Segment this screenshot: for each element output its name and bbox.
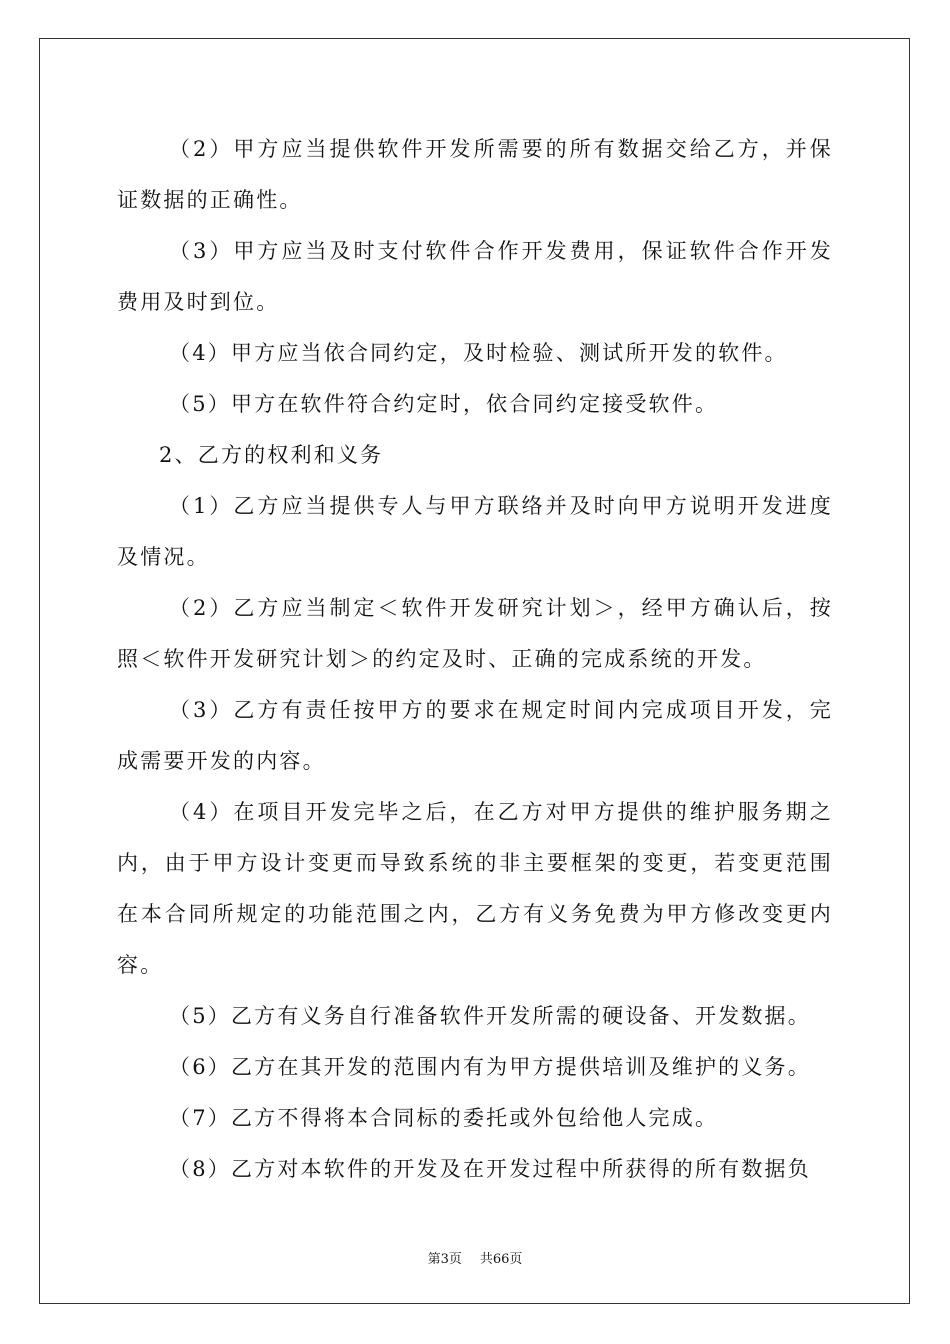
paragraph-2: （3）甲方应当及时支付软件合作开发费用，保证软件合作开发费用及时到位。 xyxy=(117,239,833,314)
paragraph-10: （6）乙方在其开发的范围内有为甲方提供培训及维护的义务。 xyxy=(169,1055,811,1079)
page-footer xyxy=(0,1248,950,1267)
paragraph-3: （4）甲方应当依合同约定，及时检验、测试所开发的软件。 xyxy=(169,341,788,365)
paragraph-4: （5）甲方在软件符合约定时，依合同约定接受软件。 xyxy=(169,392,719,416)
paragraph-11: （7）乙方不得将本合同标的委托或外包给他人完成。 xyxy=(169,1106,719,1130)
paragraph-5: （1）乙方应当提供专人与甲方联络并及时向甲方说明开发进度及情况。 xyxy=(117,494,833,569)
paragraph-8: （4）在项目开发完毕之后，在乙方对甲方提供的维护服务期之内，由于甲方设计变更而导致系统的非主要框架的变更，若变更范围在本合同所规定的功能范围之内，乙方有义务免费为甲方修改变更内容。 xyxy=(117,800,833,977)
paragraph-1: （2）甲方应当提供软件开发所需要的所有数据交给乙方，并保证数据的正确性。 xyxy=(117,137,833,212)
total-pages: 共66页 xyxy=(479,1252,523,1267)
page-number: 第3页 xyxy=(427,1252,462,1267)
paragraph-6: （2）乙方应当制定＜软件开发研究计划＞，经甲方确认后，按照＜软件开发研究计划＞的约定及时、正确的完成系统的开发。 xyxy=(117,596,833,671)
section-heading: 2、乙方的权利和义务 xyxy=(159,443,384,467)
paragraph-9: （5）乙方有义务自行准备软件开发所需的硬设备、开发数据。 xyxy=(169,1004,811,1028)
paragraph-12: （8）乙方对本软件的开发及在开发过程中所获得的所有数据负 xyxy=(169,1157,811,1181)
document-body xyxy=(117,124,833,1195)
paragraph-7: （3）乙方有责任按甲方的要求在规定时间内完成项目开发，完成需要开发的内容。 xyxy=(117,698,833,773)
